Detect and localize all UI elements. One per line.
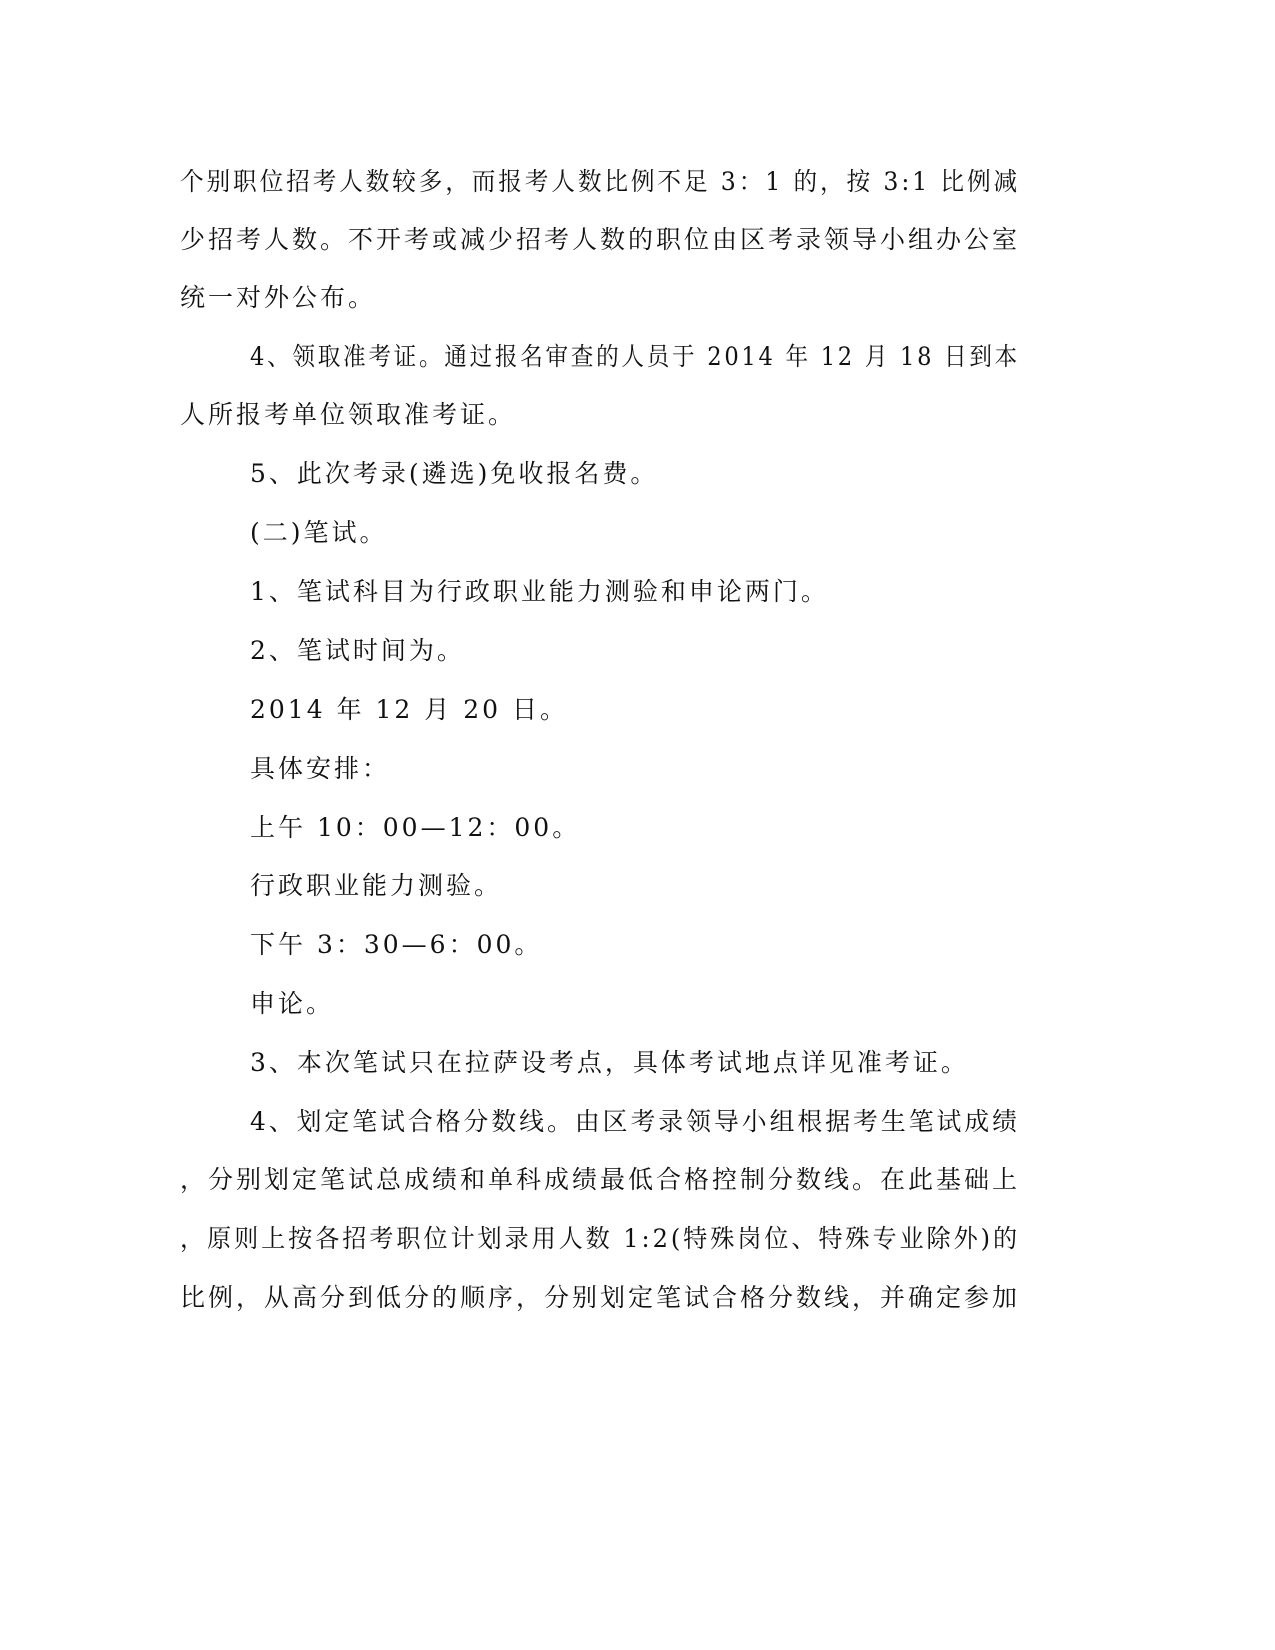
- text-line: 统一对外公布。: [180, 283, 377, 312]
- text-line: 行政职业能力测验。: [250, 871, 503, 900]
- text-line: 5、此次考录(遴选)免收报名费。: [250, 459, 659, 488]
- text-line: 比例，从高分到低分的顺序，分别划定笔试合格分数线，并确定参加: [180, 1283, 1020, 1312]
- text-line: 2、笔试时间为。: [250, 636, 465, 665]
- text-line: 少招考人数。不开考或减少招考人数的职位由区考录领导小组办公室: [180, 225, 1020, 254]
- text-line: 4、划定笔试合格分数线。由区考录领导小组根据考生笔试成绩: [250, 1107, 1020, 1136]
- text-line: 上午 10：00—12：00。: [250, 813, 581, 842]
- text-line: (二)笔试。: [250, 518, 388, 547]
- text-line: 个别职位招考人数较多，而报考人数比例不足 3：1 的，按 3:1 比例减: [180, 167, 1020, 196]
- text-line: 下午 3：30—6：00。: [250, 930, 543, 959]
- text-line: 申论。: [250, 989, 335, 1018]
- text-line: 3、本次笔试只在拉萨设考点，具体考试地点详见准考证。: [250, 1048, 969, 1077]
- text-line: 4、领取准考证。通过报名审查的人员于 2014 年 12 月 18 日到本: [250, 342, 1020, 371]
- text-line: ，原则上按各招考职位计划录用人数 1:2(特殊岗位、特殊专业除外)的: [180, 1224, 1020, 1253]
- text-line: 具体安排：: [250, 754, 391, 783]
- text-line: 人所报考单位领取准考证。: [180, 400, 517, 429]
- text-line: 1、笔试科目为行政职业能力测验和申论两门。: [250, 577, 829, 606]
- text-line: 2014 年 12 月 20 日。: [250, 695, 568, 724]
- text-line: ，分别划定笔试总成绩和单科成绩最低合格控制分数线。在此基础上: [180, 1165, 1020, 1194]
